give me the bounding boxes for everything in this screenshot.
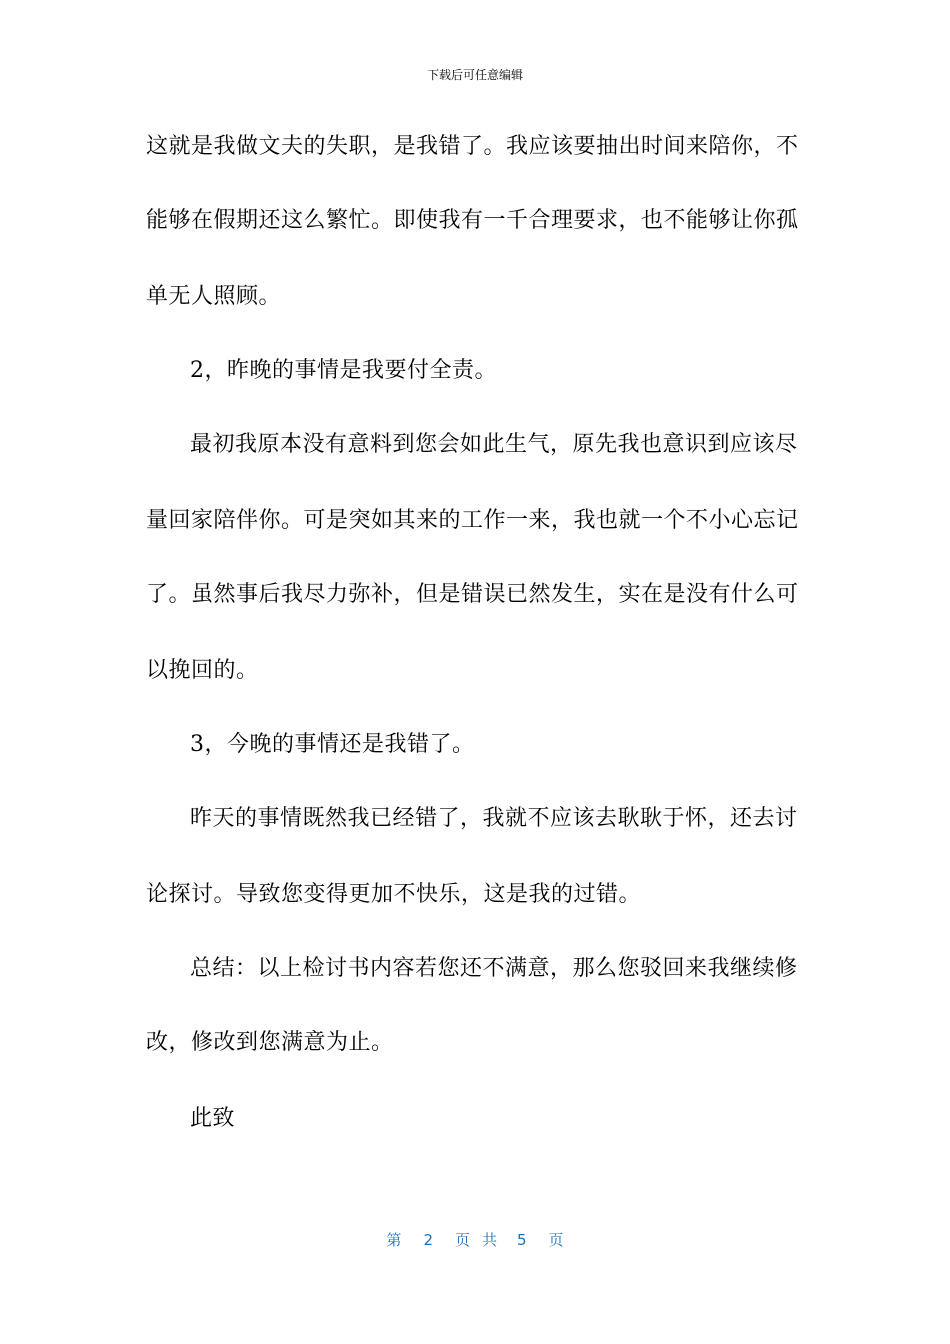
text-line: 以挽回的。 [146,658,259,683]
text-line: 此致 [190,1106,236,1131]
footer-prefix: 第 [386,1231,402,1249]
page-footer [0,1230,950,1250]
footer-middle: 页共 [454,1231,509,1249]
text-line: 论探讨。导致您变得更加不快乐，这是我的过错。 [146,882,642,907]
text-line: 这就是我做文夫的失职，是我错了。我应该要抽出时间来陪你，不 [146,134,799,159]
text-line: 单无人照顾。 [146,284,282,309]
text-line: 量回家陪伴你。可是突如其来的工作一来，我也就一个不小心忘记 [146,508,799,533]
footer-suffix: 页 [548,1231,564,1249]
text-line: 了。虽然事后我尽力弥补，但是错误已然发生，实在是没有什么可 [146,582,799,607]
text-line: 最初我原本没有意料到您会如此生气，原先我也意识到应该尽 [190,432,798,457]
text-line: 3，今晚的事情还是我错了。 [190,732,475,757]
footer-total-pages: 5 [517,1231,527,1249]
text-line: 2，昨晚的事情是我要付全责。 [190,358,497,383]
text-line: 昨天的事情既然我已经错了，我就不应该去耿耿于怀，还去讨 [190,806,798,831]
text-line: 改，修改到您满意为止。 [146,1030,394,1055]
page-header: 下载后可任意编辑 [426,68,523,82]
text-line: 总结：以上检讨书内容若您还不满意，那么您驳回来我继续修 [190,956,798,981]
text-line: 能够在假期还这么繁忙。即使我有一千合理要求，也不能够让你孤 [146,208,799,233]
footer-current-page: 2 [423,1231,433,1249]
